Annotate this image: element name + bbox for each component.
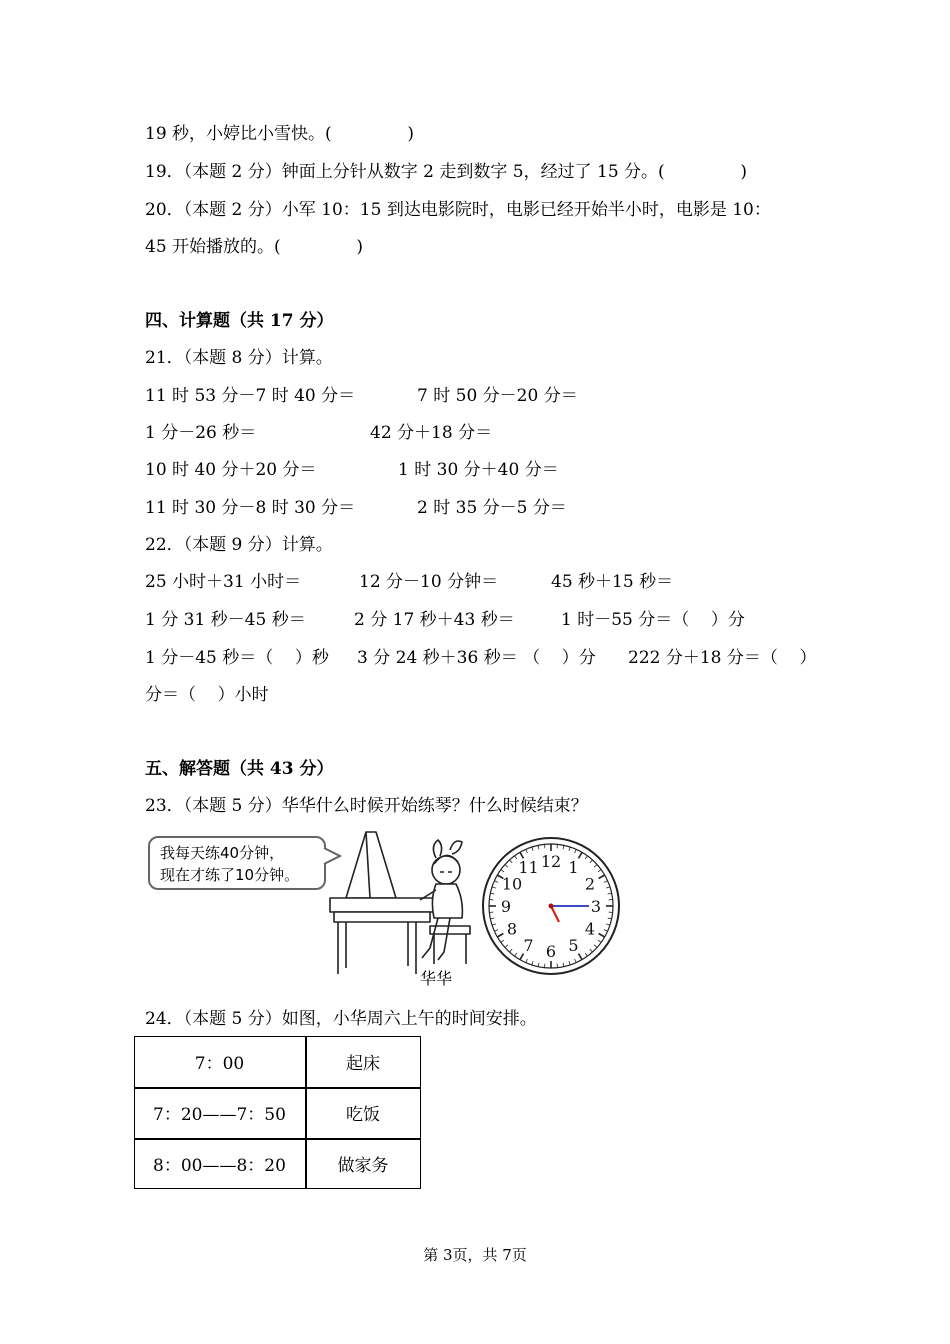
clock-number: 7 <box>523 935 534 955</box>
q21-row3-a: 10 时 40 分＋20 分＝ <box>145 460 317 480</box>
question-20-cont: 45 开始播放的。( ) <box>145 237 363 257</box>
q21-row2-a: 1 分－26 秒＝ <box>145 423 257 443</box>
q22-row1-b: 12 分－10 分钟＝ <box>359 572 499 592</box>
q22-row2-a: 1 分 31 秒－45 秒＝ <box>145 610 306 630</box>
piano-girl-illustration <box>326 828 480 978</box>
clock-number: 4 <box>584 919 596 939</box>
table-cell-activity: 吃饭 <box>346 1105 380 1125</box>
section-5-heading: 五、解答题（共 43 分） <box>145 759 334 779</box>
table-cell-time: 7：00 <box>194 1054 245 1074</box>
speech-line-2: 现在才练了10分钟。 <box>160 866 300 884</box>
clock-center <box>549 904 554 909</box>
question-20: 20．（本题 2 分）小军 10：15 到达电影院时，电影已经开始半小时，电影是 10： <box>145 200 771 220</box>
page-footer: 第 3页，共 7页 <box>423 1246 527 1264</box>
clock-number: 2 <box>584 874 596 894</box>
clock-number: 11 <box>518 858 539 878</box>
table-cell-time: 7：20——7：50 <box>153 1105 286 1125</box>
q22-row3-b: 3 分 24 秒＋36 秒＝ （ ）分 <box>357 648 596 668</box>
table-cell-time: 8：00——8：20 <box>153 1156 286 1176</box>
clock-number: 8 <box>506 919 518 939</box>
q22-row3-a: 1 分－45 秒＝（ ）秒 <box>145 648 329 668</box>
q21-row1-a: 11 时 53 分－7 时 40 分＝ <box>145 386 356 406</box>
question-23-title: 23．（本题 5 分）华华什么时候开始练琴？什么时候结束？ <box>145 796 588 816</box>
speech-line-1: 我每天练40分钟， <box>160 844 285 862</box>
section-4-heading: 四、计算题（共 17 分） <box>145 311 334 331</box>
q21-row4-a: 11 时 30 分－8 时 30 分＝ <box>145 498 356 518</box>
q22-row3-tail: 分＝（ ）小时 <box>145 685 269 705</box>
question-22-title: 22．（本题 9 分）计算。 <box>145 535 333 555</box>
q22-row1-a: 25 小时＋31 小时＝ <box>145 572 302 592</box>
q22-row1-c: 45 秒＋15 秒＝ <box>551 572 674 592</box>
q22-row3-c: 222 分＋18 分＝（ ） <box>628 648 817 668</box>
clock-number: 1 <box>568 858 579 878</box>
clock-number: 5 <box>568 935 579 955</box>
q21-row3-b: 1 时 30 分＋40 分＝ <box>398 460 559 480</box>
clock-number: 6 <box>545 942 557 961</box>
clock-number: 10 <box>501 874 523 894</box>
q22-row2-b: 2 分 17 秒＋43 秒＝ <box>354 610 515 630</box>
clock-number: 9 <box>500 897 512 916</box>
q22-row2-c: 1 时－55 分＝（ ）分 <box>561 610 745 630</box>
clock-number: 3 <box>590 897 602 916</box>
q21-row4-b: 2 时 35 分－5 分＝ <box>417 498 567 518</box>
table-cell-activity: 做家务 <box>337 1156 389 1176</box>
speech-bubble <box>148 836 326 890</box>
question-19: 19．（本题 2 分）钟面上分针从数字 2 走到数字 5，经过了 15 分。( ) <box>145 162 747 182</box>
clock-number: 12 <box>540 852 562 871</box>
q21-row1-b: 7 时 50 分－20 分＝ <box>417 386 578 406</box>
q21-row2-b: 42 分＋18 分＝ <box>370 423 493 443</box>
question-24-title: 24．（本题 5 分）如图，小华周六上午的时间安排。 <box>145 1009 537 1029</box>
character-name: 华华 <box>420 969 453 988</box>
text-line-1: 19 秒，小婷比小雪快。( ) <box>145 124 414 144</box>
table-cell-activity: 起床 <box>346 1054 380 1074</box>
clock-face <box>480 835 622 977</box>
question-21-title: 21．（本题 8 分）计算。 <box>145 348 333 368</box>
